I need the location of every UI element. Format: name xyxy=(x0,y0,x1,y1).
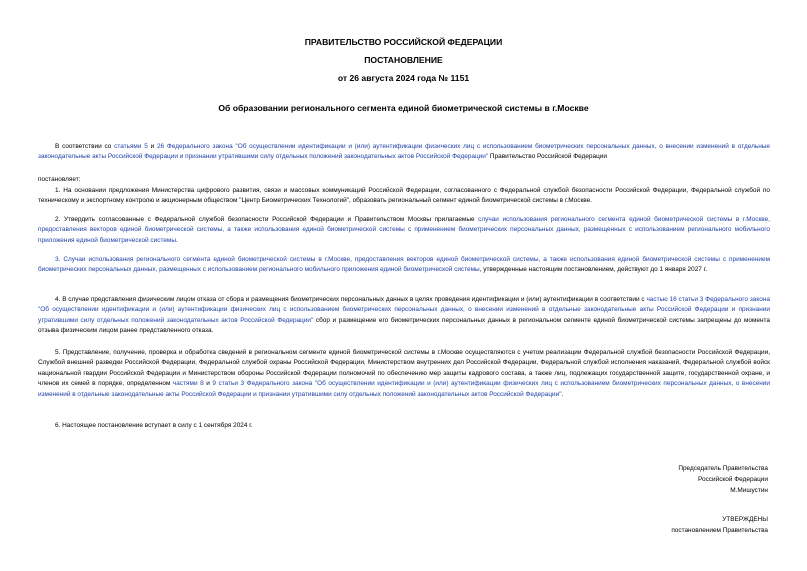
signature-line-1: Председатель Правительства xyxy=(678,465,768,472)
government-heading: ПРАВИТЕЛЬСТВО РОССИЙСКОЙ ФЕДЕРАЦИИ xyxy=(304,37,503,47)
paragraph-3-text: , утвержденные настоящим постановлением, действуют до 1 января 2027 г. xyxy=(479,266,708,274)
preamble-link-federal-law[interactable]: 26 Федерального закона "Об осуществлении идентификации и (или) аутентификации физических лиц с использованием биометрических персональных данных, о внесении изменений в отдельные законодательные акты Российской Федерации и признании утратившими силу отдельных положений законодательных актов Российской Федерации" xyxy=(38,143,770,161)
paragraph-5-link-part-8[interactable]: частями 8 xyxy=(172,380,204,388)
preamble-text-2: и xyxy=(147,143,157,150)
paragraph-2-text-2: . xyxy=(175,236,178,244)
preamble-link-article-5[interactable]: статьями 5 xyxy=(114,143,148,150)
paragraph-5-text-2: и xyxy=(203,380,213,388)
paragraph-3 xyxy=(38,255,770,276)
paragraph-5-text-1: 5. Представление, получение, проверка и обработка сведений в региональном сегменте единой биометрической системы в г.Москве осуществляются с учетом реализации Федеральной службой безопасности Российской Федерации, Службой внешней разведки Российской Федерации, Федеральной службой охраны Российской Федерации, Министерством внутренних дел Российской Федерации, Федеральной службой исполнения наказаний, Федеральной службой войск национальной гвардии Российской Федерации и Министерством обороны Российской Федерации полномочий по обеспечению мер защиты кадрового состава, а также лиц, подлежащих государственной защите, государственной охране, и членов их семей в порядке, определенном xyxy=(38,349,770,388)
document-title: Об образовании регионального сегмента единой биометрической системы в г.Москве xyxy=(218,103,589,113)
preamble-text-1: В соответствии со xyxy=(55,143,115,150)
paragraph-4-text-1: 4. В случае представления физическим лицом отказа от сбора и размещения биометрических персональных данных в целях проведения идентификации и (или) аутентификации в соответствии с xyxy=(55,296,647,303)
paragraph-5-text-3: . xyxy=(561,390,564,398)
date-number-heading: от 26 августа 2024 года № 1151 xyxy=(337,73,470,83)
signature-line-3: М.Мишустин xyxy=(730,487,768,494)
paragraph-2-text-1: 2. Утвердить согласованные с Федеральной службой безопасности Российской Федерации и Правительством Москвы прилагаемые xyxy=(55,216,479,223)
paragraph-4-text-2: сбор и размещение его биометрических персональных данных в региональном сегменте единой биометрической системы запрещены до момента отзыва физическим лицом ранее представленного отказа. xyxy=(38,316,770,335)
paragraph-6-text: 6. Настоящее постановление вступает в силу с 1 сентября 2024 г. xyxy=(55,422,253,429)
paragraph-5 xyxy=(38,348,770,400)
approved-line-2: постановлением Правительства xyxy=(671,527,768,534)
paragraph-3-link-cases[interactable]: 3. Случаи использования регионального сегмента единой биометрической системы в г.Москве, предоставления векторов единой биометрической системы, а также использования единой биометрической системы с применением биометрических персональных данных, размещенных с использованием регионального мобильного приложения единой биометрической системы xyxy=(38,256,770,274)
paragraph-1-text: 1. На основании предложения Министерства цифрового развития, связи и массовых коммуникаций Российской Федерации, согласованного с Федеральной службой безопасности Российской Федерации, Федеральной службой по техническому и экспортному контролю и акционерным обществом "Центр Биометрических Технологий", образовать региональный сегмент единой биометрической системы в г.Москве. xyxy=(38,187,770,205)
paragraph-4-link-part-16[interactable]: частью 16 статьи 3 Федерального закона "Об осуществлении идентификации и (или) аутентификации физических лиц с использованием биометрических персональных данных, о внесении изменений в отдельные законодательные акты Российской Федерации и признании утратившими силу отдельных положений законодательных актов Российской Федерации" xyxy=(38,296,770,324)
approved-block xyxy=(671,514,768,536)
paragraph-1 xyxy=(38,186,770,207)
resolves-line: постановляет: xyxy=(38,176,81,183)
preamble-paragraph xyxy=(38,142,770,163)
approved-line-1: УТВЕРЖДЕНЫ xyxy=(722,516,768,523)
paragraph-5-link-part-9[interactable]: 9 статьи 3 Федерального закона "Об осуществлении идентификации и (или) аутентификации физических лиц с использованием биометрических персональных данных, о внесении изменений в отдельные законодательные акты Российской Федерации и признании утратившими силу отдельных положений законодательных актов Российской Федерации" xyxy=(38,380,770,398)
paragraph-2 xyxy=(38,215,770,246)
paragraph-4 xyxy=(38,295,770,337)
paragraph-6 xyxy=(38,421,770,431)
signature-line-2: Российской Федерации xyxy=(697,476,768,483)
preamble-text-3: Правительство Российской Федерации xyxy=(488,153,607,161)
paragraph-2-link-cases[interactable]: случаи использования регионального сегмента единой биометрической системы в г.Москве, предоставления векторов единой биометрической системы, а также использования единой биометрической системы с применением биометрических персональных данных, размещенных с использованием регионального мобильного приложения единой биометрической системы xyxy=(38,216,770,244)
signature-block xyxy=(678,463,768,496)
document-type-heading: ПОСТАНОВЛЕНИЕ xyxy=(364,55,443,65)
